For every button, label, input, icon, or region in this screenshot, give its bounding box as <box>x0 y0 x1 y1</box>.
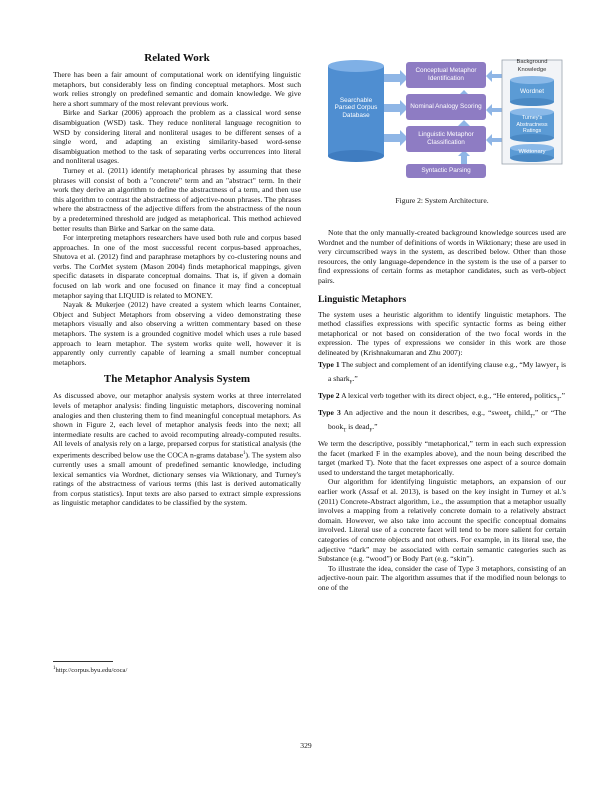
related-work-heading: Related Work <box>144 52 210 64</box>
background-knowledge-title: Background Knowledge <box>516 59 548 73</box>
footnote <box>53 665 127 675</box>
metaphor-analysis-heading: The Metaphor Analysis System <box>103 373 251 386</box>
wiktionary-label: Wiktionary <box>518 149 546 156</box>
linguistic-metaphors-paragraph: The system uses a heuristic algorithm to identify linguistic metaphors. The method classifies expressions with specific syntactic forms as being either metaphorical or not based on consideration of the two focal words in the expression. The types of expressions we consider in this work are those delineated by (Krishnakumaran and Zhu 2007): <box>318 309 566 357</box>
right-column <box>318 228 566 593</box>
database-label: Searchable Parsed Corpus Database <box>334 96 378 119</box>
linguistic-metaphors-paragraph: Our algorithm for identifying linguistic metaphors, an expansion of our earlier work (Assaf et al. 2013), is based on the key insight in Turney et al.'s (2011) Concrete-Abstract algorithm, i.e., the assumption that a metaphor usually involves a mapping from a relatively concrete domain to a relatively abstract domain. However, we also take into account the specific conceptual domains involved. Literal use of a concrete facet will tend to be more salient for certain categories of concrete objects and not others. For example, in its literal use, the adjective “dark” may be associated with certain semantic categories such as Substance (e.g. “wood”) or Body Part (e.g. “skin”). <box>318 477 566 564</box>
footnote-marker[interactable]: 1 <box>243 450 246 456</box>
linguistic-metaphors-paragraph: To illustrate the idea, consider the case of Type 3 metaphors, consisting of an adjective-noun pair. The algorithm assumes that if the modified noun belongs to one of the <box>318 563 566 592</box>
footnote-number: 1 <box>53 666 56 671</box>
left-column <box>53 52 301 508</box>
metaphor-analysis-paragraph: As discussed above, our metaphor analysis system works at three interrelated levels of metaphor analysis: finding linguistic metaphors, discovering nominal analogies and then clustering them to find meaningful conceptual metaphors. As shown in Figure 2, each level of metaphor analysis feeds into the next; all intermediate results are cached to avoid recomputing already-computed results. All levels of analysis rely on a large, preparsed corpus for statistical analysis (the experiments described below use the COCA n-grams database$^1$). The system also currently uses a small amount of predefined semantic knowledge, including lexical semantics via Wordnet, dictionary senses via Wiktionary, and Turney's ratings of the abstractness of various terms (this last is derived automatically from corpus statistics). Input texts are also parsed to extract simple expressions as linguistic metaphor candidates to be classified by the system. <box>53 391 301 508</box>
database-arrows <box>384 70 408 146</box>
footnote-url[interactable]: http://corpus.byu.edu/coca/ <box>55 667 128 675</box>
linguistic-metaphors-heading: Linguistic Metaphors <box>318 293 407 305</box>
page-number: 329 <box>300 741 312 750</box>
figure-caption: Figure 2: System Architecture. <box>395 196 489 205</box>
related-work-paragraph: There has been a fair amount of computational work on identifying linguistic metaphors, but considerably less on finding conceptual metaphors. Most such work relies strongly on predefined semantic and domain knowledge. We give here a short summary of the most relevant previous work. <box>53 70 301 108</box>
footnote-rule <box>53 661 113 662</box>
type-3-item: Type 3 An adjective and the noun it describes, e.g., “sweet$_F$ child$_T$,” or “The book$_T$ is dead$_F$.” <box>318 407 566 434</box>
linguistic-metaphor-label: Linguistic Metaphor Classification <box>418 131 474 146</box>
right-paragraph: Note that the only manually-created background knowledge sources used are Wordnet and the number of definitions of words in Wiktionary; these are used in very circumscribed ways in the system, as described below. Other than those resources, the only language-dependence in the system is the use of a parser to find expressions of certain forms as metaphor candidates, such as verb-object pairs. <box>318 228 566 285</box>
wordnet-label: Wordnet <box>519 88 545 96</box>
type-1-item: Type 1 The subject and complement of an identifying clause e.g., “My lawyer$_T$ is a shark$_F$.” <box>318 359 567 386</box>
turney-ratings-label: Turney's Abstractness Ratings <box>516 115 548 135</box>
syntactic-parsing-label: Syntactic Parsing <box>421 167 471 175</box>
related-work-paragraph: Nayak & Mukerjee (2012) have created a system which learns Container, Object and Subject Metaphors from observing a video demonstrating these metaphors visually and also observing a written commentary based on these metaphors. The system is a grounded cognitive model which uses a rule based approach to learn metaphor. The system works quite well, however it is apparently only currently capable of learning a small number conceptual metaphors. <box>53 300 301 367</box>
system-architecture-figure <box>318 52 566 202</box>
linguistic-metaphors-paragraph: We term the descriptive, possibly “metaphorical,” term in each such expression the facet (marked F in the examples above), and the noun being described the target (marked T). Note that the facet expresses one aspect of a source domain used to understand the target metaphorically. <box>318 439 566 477</box>
related-work-paragraph: For interpreting metaphors researchers have used both rule and corpus based approaches. In one of the most successful recent corpus-based approaches, Shutova et al. (2012) find and paraphrase metaphors by co-clustering nouns and verbs. The CorMet system (Mason 2004) finds metaphorical mappings, given specific datasets in disparate conceptual domains. That is, if given a domain focused on lab work and one focused on finance it may find a conceptual metaphor saying that LIQUID is related to MONEY. <box>53 233 301 300</box>
nominal-analogy-label: Nominal Analogy Scoring <box>410 103 482 111</box>
conceptual-metaphor-label: Conceptual Metaphor Identification <box>415 67 477 82</box>
knowledge-arrows <box>486 70 502 146</box>
related-work-paragraph: Birke and Sarkar (2006) approach the problem as a classical word sense disambiguation (WSD) task. They reduce nonliteral language recognition to WSD by considering literal and nonliteral usages to be different senses of a single word, and adapting an existing similarity-based word-sense disambiguation method to the task of separating verbs occurrences into literal and nonliteral usages. <box>53 108 301 166</box>
related-work-paragraph: Turney et al. (2011) identify metaphorical phrases by assuming that these phrases will consist of both a "concrete" term and an "abstract" term. In their work they derive an algorithm to define the abstractness of a term, and then use this algorithm to contrast the abstractness of adjective-noun phrases. The phrases where the abstractness of the adjective differs from the abstractness of the noun by a predetermined threshold are judged as metaphorical. This method achieved better results than Birke and Sarkar on the same data. <box>53 165 301 233</box>
type-2-item: Type 2 A lexical verb together with its direct object, e.g., “He entered$_F$ politics$_T$.” <box>318 390 565 403</box>
